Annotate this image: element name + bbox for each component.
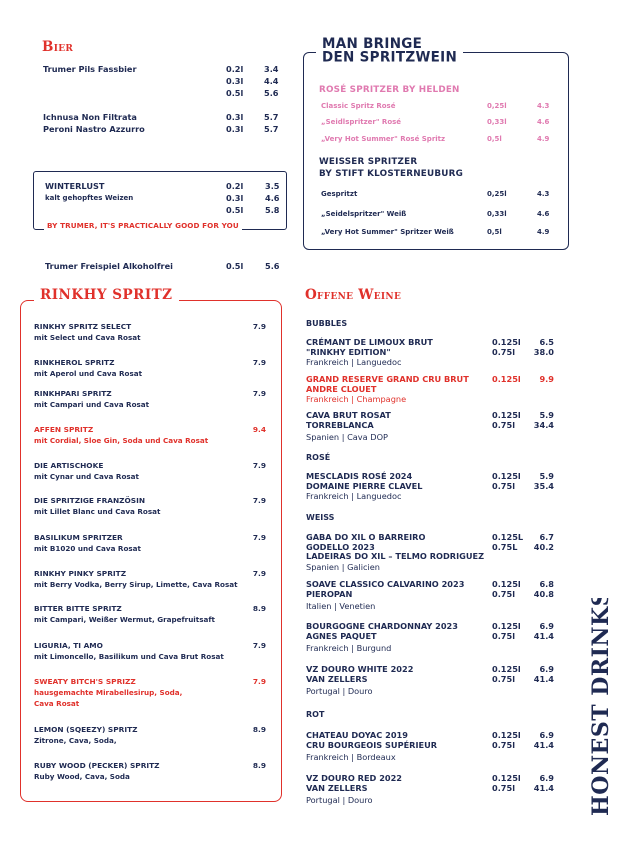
category-rot: ROT [306,710,325,719]
beer-price: 5.7 [264,124,279,134]
wine-item-grand-reserve [306,375,554,404]
wine-price: 41.4 [533,739,554,750]
wine-price: 6.5 [539,337,554,347]
wine-price: 5.9 [539,410,554,420]
wine-price: 9.9 [539,374,554,384]
wine-price: 6.9 [539,773,554,783]
wine-price: 6.9 [539,730,554,740]
wine-item-bourgogne [306,622,554,653]
rinkhy-item-price: 7.9 [252,358,266,367]
weiss-item-name: „Very Hot Summer" Spritzer Weiß [321,228,454,236]
wine-price: 6.9 [539,664,554,674]
rose-item-price: 4.3 [537,102,550,110]
wine-volume: 0.75l [492,739,516,750]
rinkhy-item-price: 8.9 [252,761,266,770]
rose-item-volume: 0,33l [487,118,507,126]
category-rose: ROSÉ [306,453,331,462]
rinkhy-item-desc: mit Cordial, Sloe Gin, Soda und Cava Rosat [34,436,209,445]
rose-item-name: „Very Hot Summer" Rosé Spritz [321,135,446,143]
wine-name: CHATEAU DOYAC 2019 [306,730,408,740]
wine-item-vz-red [306,774,554,805]
wine-name: CRU BOURGEOIS SUPÉRIEUR [306,739,438,750]
wine-name: VAN ZELLERS [306,673,368,684]
wine-price: 41.4 [533,673,554,684]
wine-price: 6.7 [539,532,554,542]
rinkhy-item-name: RUBY WOOD (PECKER) SPRITZ [34,761,160,770]
weiss-item-price: 4.6 [537,210,550,218]
rinkhy-item-name: LIGURIA, TI AMO [34,641,103,650]
wine-volume: 0.75l [492,630,516,641]
beer-name: Trumer Freispiel Alkoholfrei [45,261,173,271]
wine-price: 35.4 [533,480,554,491]
wine-price: 34.4 [533,419,554,430]
wine-origin: Frankreich | Languedoc [306,491,402,502]
wine-name: GODELLO 2023 [306,541,375,552]
beer-volume: 0.2l [226,64,244,74]
wine-item-gaba [306,533,554,572]
wine-name: GRAND RESERVE GRAND CRU BRUT [306,374,469,384]
wine-price: 38.0 [533,346,554,357]
spritzwein-box [303,48,569,250]
rinkhy-item [34,495,266,517]
wine-name: VZ DOURO WHITE 2022 [306,664,414,674]
wine-origin: Spanien | Cava DOP [306,432,388,443]
wine-volume: 0.75L [492,541,518,552]
brand-vertical-title [578,598,618,818]
rinkhy-item-desc: mit Campari, Weißer Wermut, Grapefruitsaft [34,615,215,624]
wine-name: DOMAINE PIERRE CLAVEL [306,480,423,491]
wine-item-cava [306,411,554,442]
wine-origin: Portugal | Douro [306,795,373,806]
beer-name: Trumer Pils Fassbier [43,64,137,74]
wine-volume: 0.125l [492,664,521,674]
wine-origin: Frankreich | Languedoc [306,357,402,368]
wine-name: CRÉMANT DE LIMOUX BRUT [306,337,433,347]
weisser-heading-line1: WEISSER SPRITZER [319,157,418,167]
wine-name: GABA DO XIL O BARREIRO [306,532,426,542]
beer-volume: 0.5l [226,88,244,98]
winterlust-price: 4.6 [265,193,280,203]
wine-name: CAVA BRUT ROSAT [306,410,391,420]
rinkhy-item-price: 7.9 [252,641,266,650]
beer-volume: 0.3l [226,124,244,134]
rinkhy-item [34,321,266,343]
rinkhy-item-price: 7.9 [252,322,266,331]
rinkhy-item-desc: mit Cynar und Cava Rosat [34,472,139,481]
winterlust-price: 3.5 [265,181,280,191]
beer-volume: 0.5l [226,261,244,271]
rinkhy-item [34,603,266,625]
rinkhy-item [34,357,266,379]
rinkhy-item [34,532,266,554]
beer-volume: 0.3l [226,112,244,122]
bier-title: Bier [42,39,74,55]
beer-price: 5.6 [265,261,280,271]
wine-name: AGNES PAQUET [306,630,377,641]
wine-price: 41.4 [533,782,554,793]
rinkhy-item-desc: mit Select und Cava Rosat [34,333,141,342]
rinkhy-item-desc: Cava Rosat [34,699,80,708]
wine-price: 6.8 [539,579,554,589]
rinkhy-item-name: DIE ARTISCHOKE [34,461,104,470]
rose-item-name: „Seidlspritzer" Rosé [321,118,402,126]
rinkhy-item-name: LEMON (SQEEZY) SPRITZ [34,725,138,734]
brand-title-text: HONEST DRINKS [588,598,614,816]
rinkhy-item-price: 7.9 [252,569,266,578]
wine-origin: Frankreich | Burgund [306,643,392,654]
rose-item-volume: 0,25l [487,102,507,110]
wine-price: 41.4 [533,630,554,641]
rinkhy-item-desc: mit Berry Vodka, Berry Sirup, Limette, Cava Rosat [34,580,238,589]
wine-origin: Spanien | Galicien [306,561,380,572]
wine-origin: Frankreich | Bordeaux [306,752,396,763]
wine-item-mescladis [306,472,554,501]
wine-name: ANDRE CLOUET [306,383,377,394]
rinkhy-item-name: BASILIKUM SPRITZER [34,533,123,542]
offene-weine-title: Offene Weine [305,287,402,303]
beer-volume: 0.3l [226,76,244,86]
wine-origin: Frankreich | Champagne [306,394,407,405]
wine-price: 5.9 [539,471,554,481]
wine-volume: 0.75l [492,346,516,357]
rinkhy-item-price: 8.9 [252,604,266,613]
wine-name: BOURGOGNE CHARDONNAY 2023 [306,621,458,631]
rinkhy-item [34,760,266,782]
rose-item-volume: 0,5l [487,135,502,143]
wine-volume: 0.125l [492,773,521,783]
rinkhy-item-name: DIE SPRITZIGE FRANZÖSIN [34,496,146,505]
rinkhy-title: RINKHY SPRITZ [34,287,179,303]
wine-name: PIEROPAN [306,588,353,599]
rinkhy-item [34,388,266,410]
weiss-item-volume: 0,5l [487,228,502,236]
rinkhy-item-price: 7.9 [252,389,266,398]
rinkhy-item-desc: Ruby Wood, Cava, Soda [34,772,130,781]
beer-name: Peroni Nastro Azzurro [43,124,145,134]
winterlust-name: WINTERLUST [45,181,105,191]
wine-name: SOAVE CLASSICO CALVARINO 2023 [306,579,465,589]
wine-name: "RINKHY EDITION" [306,346,391,357]
rinkhy-item-desc: mit Limoncello, Basilikum und Cava Brut Rosat [34,652,224,661]
rose-item-name: Classic Spritz Rosé [321,102,396,110]
weiss-item-volume: 0,25l [487,190,507,198]
rose-item-price: 4.9 [537,135,550,143]
rinkhy-item-desc: mit Campari und Cava Rosat [34,400,150,409]
beer-price: 5.7 [264,112,279,122]
beer-name: Ichnusa Non Filtrata [43,112,137,122]
weiss-item-price: 4.3 [537,190,550,198]
rinkhy-item [34,676,266,709]
wine-volume: 0.125l [492,337,521,347]
rinkhy-item-name: BITTER BITTE SPRITZ [34,604,122,613]
wine-volume: 0.125l [492,471,521,481]
wine-origin: Portugal | Douro [306,686,373,697]
wine-volume: 0.75l [492,782,516,793]
wine-volume: 0.75l [492,480,516,491]
beer-price: 5.6 [264,88,279,98]
wine-volume: 0.125l [492,579,521,589]
wine-item-soave [306,580,554,611]
rinkhy-item-desc: Zitrone, Cava, Soda, [34,736,117,745]
wine-item-doyac [306,731,554,762]
beer-price: 3.4 [264,64,279,74]
spritzwein-title-line2: DEN SPRITZWEIN [322,48,458,66]
winterlust-volume: 0.3l [226,193,244,203]
wine-origin: Italien | Venetien [306,601,376,612]
wine-volume: 0.125l [492,621,521,631]
rinkhy-item [34,724,266,746]
wine-volume: 0.125l [492,730,521,740]
wine-price: 40.2 [533,541,554,552]
rinkhy-item [34,640,266,662]
brand-title-svg [578,598,618,818]
rinkhy-item-desc: mit Lillet Blanc und Cava Rosat [34,507,161,516]
rose-spritzer-heading: ROSÉ SPRITZER BY HELDEN [319,85,460,95]
wine-volume: 0.75l [492,419,516,430]
category-weiss: WEISS [306,513,335,522]
category-bubbles: BUBBLES [306,319,348,328]
rinkhy-item-name: RINKHEROL SPRITZ [34,358,115,367]
wine-volume: 0.125L [492,532,524,542]
weiss-item-name: „Seidelspritzer" Weiß [321,210,407,218]
weiss-item-volume: 0,33l [487,210,507,218]
rose-item-price: 4.6 [537,118,550,126]
rinkhy-item-name: SWEATY BITCH'S SPRIZZ [34,677,136,686]
wine-name: VAN ZELLERS [306,782,368,793]
rinkhy-item [34,568,266,590]
wine-name: VZ DOURO RED 2022 [306,773,402,783]
wine-price: 6.9 [539,621,554,631]
wine-volume: 0.125l [492,410,521,420]
rinkhy-item-desc: mit B1020 und Cava Rosat [34,544,141,553]
rinkhy-item-price: 8.9 [252,725,266,734]
rinkhy-item-name: AFFEN SPRITZ [34,425,94,434]
rinkhy-item [34,460,266,482]
wine-item-vz-white [306,665,554,696]
winterlust-price: 5.8 [265,205,280,215]
rinkhy-item-name: RINKHY SPRITZ SELECT [34,322,132,331]
spritzwein-title [316,37,463,64]
wine-name: LADEIRAS DO XIL – TELMO RODRIGUEZ [306,551,485,562]
wine-volume: 0.75l [492,673,516,684]
rinkhy-item-price: 7.9 [252,461,266,470]
wine-price: 40.8 [533,588,554,599]
rinkhy-item-desc: hausgemachte Mirabellesirup, Soda, [34,688,183,697]
rinkhy-item-desc: mit Aperol und Cava Rosat [34,369,143,378]
weisser-heading-line2: BY STIFT KLOSTERNEUBURG [319,169,464,179]
wine-volume: 0.125l [492,374,521,384]
beer-price: 4.4 [264,76,279,86]
winterlust-volume: 0.2l [226,181,244,191]
rinkhy-item-name: RINKHY PINKY SPRITZ [34,569,127,578]
rinkhy-item-price: 7.9 [252,496,266,505]
weiss-item-price: 4.9 [537,228,550,236]
weisser-spritzer-heading [319,156,463,180]
wine-volume: 0.75l [492,588,516,599]
wine-name: TORREBLANCA [306,419,374,430]
wine-item-cremant [306,338,554,367]
rinkhy-item-name: RINKHPARI SPRITZ [34,389,112,398]
wine-name: MESCLADIS ROSÉ 2024 [306,471,413,481]
rinkhy-item-price: 7.9 [252,677,266,686]
weiss-item-name: Gespritzt [321,190,358,198]
spritzwein-title-line1: MAN BRINGE [322,35,423,53]
winterlust-desc: kalt gehopftes Weizen [45,194,134,202]
winterlust-volume: 0.5l [226,205,244,215]
rinkhy-item [34,424,266,446]
rinkhy-item-price: 9.4 [252,425,266,434]
rinkhy-item-price: 7.9 [252,533,266,542]
winterlust-slogan: BY TRUMER, IT'S PRACTICALLY GOOD FOR YOU [44,221,242,230]
